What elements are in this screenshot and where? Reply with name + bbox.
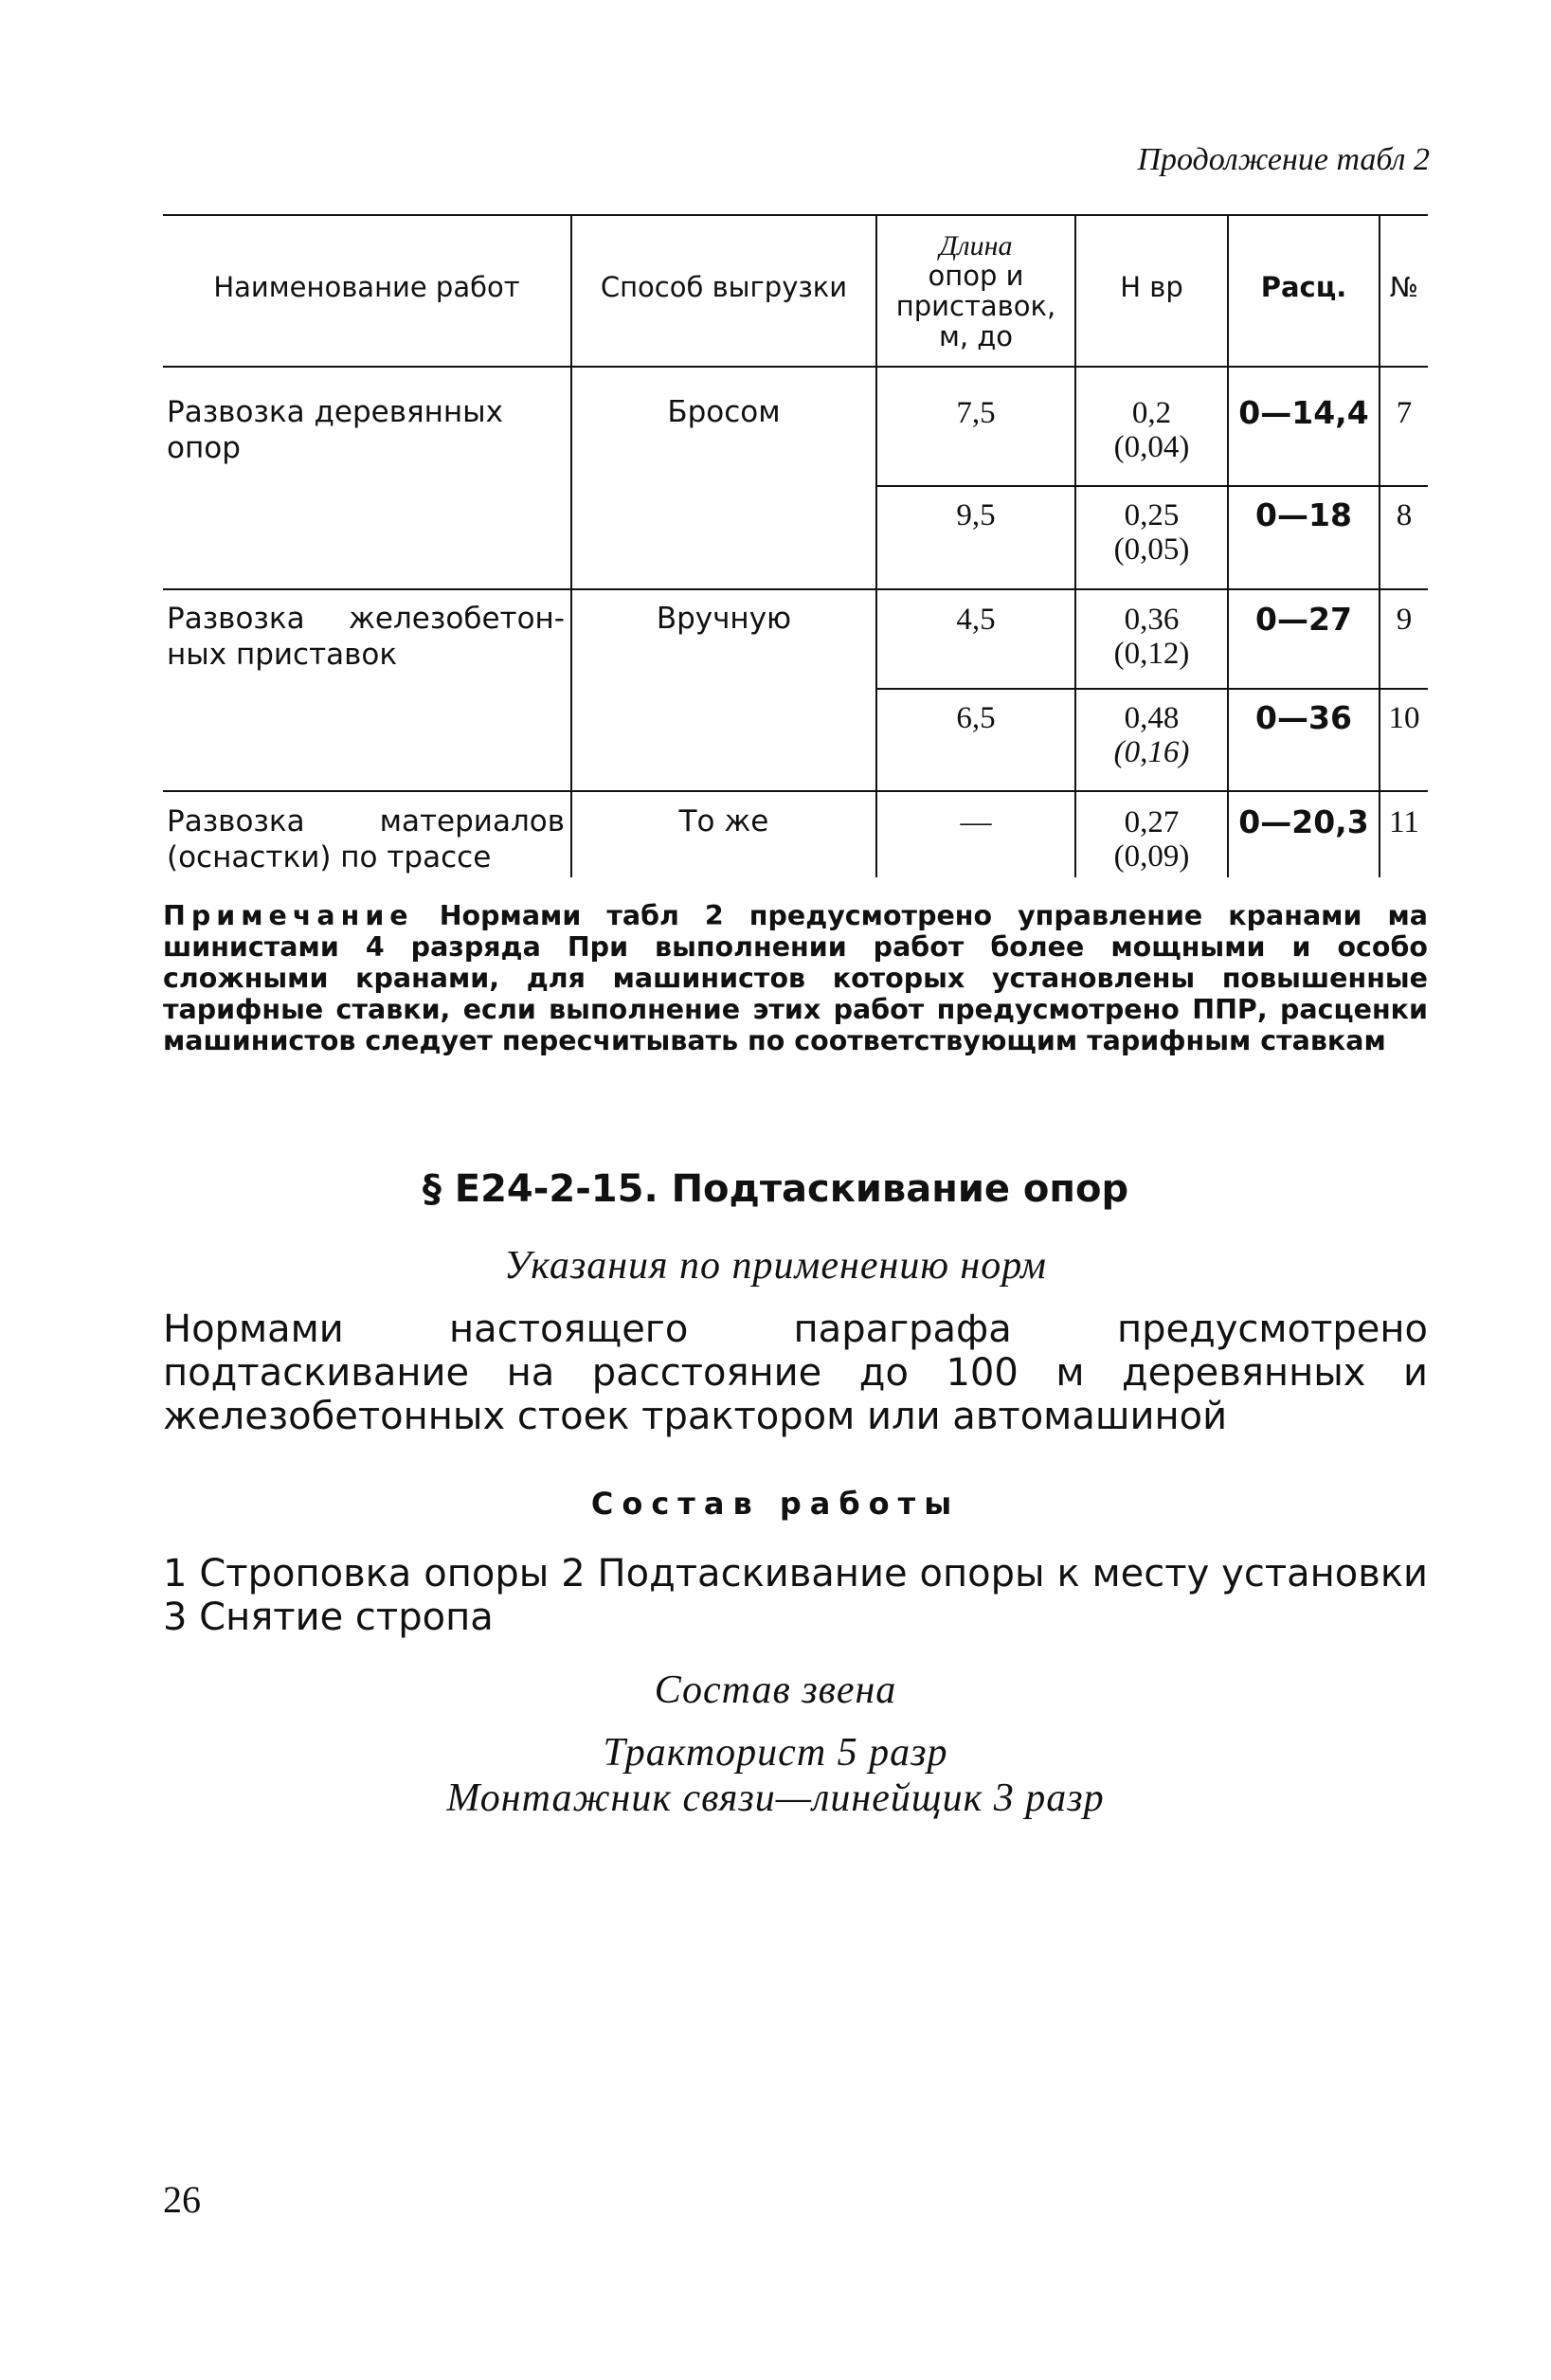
- work-text: 1 Строповка опоры 2 Подтаскивание опоры к месту установки 3 Снятие стропа: [163, 1552, 1428, 1639]
- row-9-hvr-sub: (0,12): [1113, 637, 1190, 671]
- row-8-hvr-sub: (0,05): [1113, 532, 1190, 567]
- row-10-hvr-sub: (0,16): [1113, 735, 1190, 769]
- row-10-rate: 0—36: [1255, 699, 1352, 736]
- row-11-no: 11: [1389, 805, 1419, 839]
- header-name: Наименование работ: [213, 271, 520, 303]
- group-2-name-line-2: ных приставок: [167, 638, 398, 672]
- header-length-1: Длина: [939, 230, 1013, 261]
- row-7-no: 7: [1396, 396, 1413, 430]
- row-7-hvr-sub: (0,04): [1113, 430, 1190, 464]
- instructions-text: Нормами настоящего параграфа предусмотрено подтаскивание на расстояние до 100 м деревянных и железобетонных стоек трактором или автомашиной: [163, 1307, 1428, 1438]
- row-10-length: 6,5: [956, 701, 996, 735]
- note-label: Примечание: [163, 900, 414, 931]
- table-continuation-label: Продолжение табл 2: [1137, 142, 1430, 177]
- header-hvr: Н вр: [1120, 271, 1183, 303]
- row-9-hvr: 0,36: [1124, 603, 1180, 637]
- row-8-hvr: 0,25: [1124, 498, 1180, 532]
- row-10-hvr: 0,48: [1124, 701, 1180, 735]
- row-8-rate: 0—18: [1255, 496, 1352, 533]
- note-text: Нормами табл 2 предусмотрено управление кранами ма шинистами 4 разряда При выполнении работ более мощными и особо сложными кранами, для машинистов которых установлены повышенные тарифные ставки, если выполнение этих работ предусмотрено ППР, расценки машинистов следует пересчитывать по соответствующим тарифным ставкам: [163, 900, 1428, 1056]
- table-note: [163, 900, 1428, 1056]
- crew-heading: Состав звена: [654, 1668, 897, 1712]
- row-11-hvr: 0,27: [1124, 805, 1180, 839]
- row-7-length: 7,5: [956, 396, 996, 430]
- group-2-name-line-1: Развозка железобетон-: [167, 602, 565, 636]
- row-9-length: 4,5: [956, 603, 996, 637]
- row-11-hvr-sub: (0,09): [1113, 839, 1190, 874]
- group-3-name-line-2: (оснастки) по трассе: [167, 840, 492, 874]
- row-8-length: 9,5: [956, 498, 996, 532]
- group-1-method: Бросом: [667, 395, 781, 429]
- row-7-hvr: 0,2: [1131, 396, 1172, 430]
- row-8-no: 8: [1396, 498, 1413, 532]
- row-10-no: 10: [1388, 701, 1420, 735]
- group-3-name-line-1: Развозка материалов: [167, 804, 565, 838]
- group-1-name-line-2: опор: [167, 431, 241, 465]
- header-no: №: [1389, 271, 1419, 303]
- header-rate: Расц.: [1260, 271, 1347, 303]
- header-length-3: приставок,: [895, 290, 1056, 322]
- group-2-method: Вручную: [656, 602, 792, 636]
- header-method: Способ выгрузки: [600, 271, 848, 303]
- group-1-name-line-1: Развозка деревянных: [167, 395, 504, 429]
- header-length-2: опор и: [928, 260, 1024, 292]
- group-3-method: То же: [678, 804, 769, 838]
- header-length-4: м, до: [938, 320, 1014, 352]
- row-11-length: —: [960, 805, 992, 839]
- row-7-rate: 0—14,4: [1238, 394, 1369, 431]
- row-11-rate: 0—20,3: [1238, 803, 1369, 840]
- section-title: § Е24-2-15. Подтаскивание опор: [422, 1167, 1129, 1211]
- work-heading: Состав работы: [590, 1486, 961, 1522]
- norms-table: [163, 214, 1428, 877]
- crew-member-2: Монтажник связи—линейщик 3 разр: [446, 1776, 1105, 1820]
- crew-member-1: Тракторист 5 разр: [603, 1731, 948, 1775]
- row-9-rate: 0—27: [1255, 601, 1352, 638]
- page-number: 26: [163, 2178, 201, 2221]
- instructions-heading: Указания по применению норм: [504, 1244, 1047, 1288]
- row-9-no: 9: [1396, 603, 1413, 637]
